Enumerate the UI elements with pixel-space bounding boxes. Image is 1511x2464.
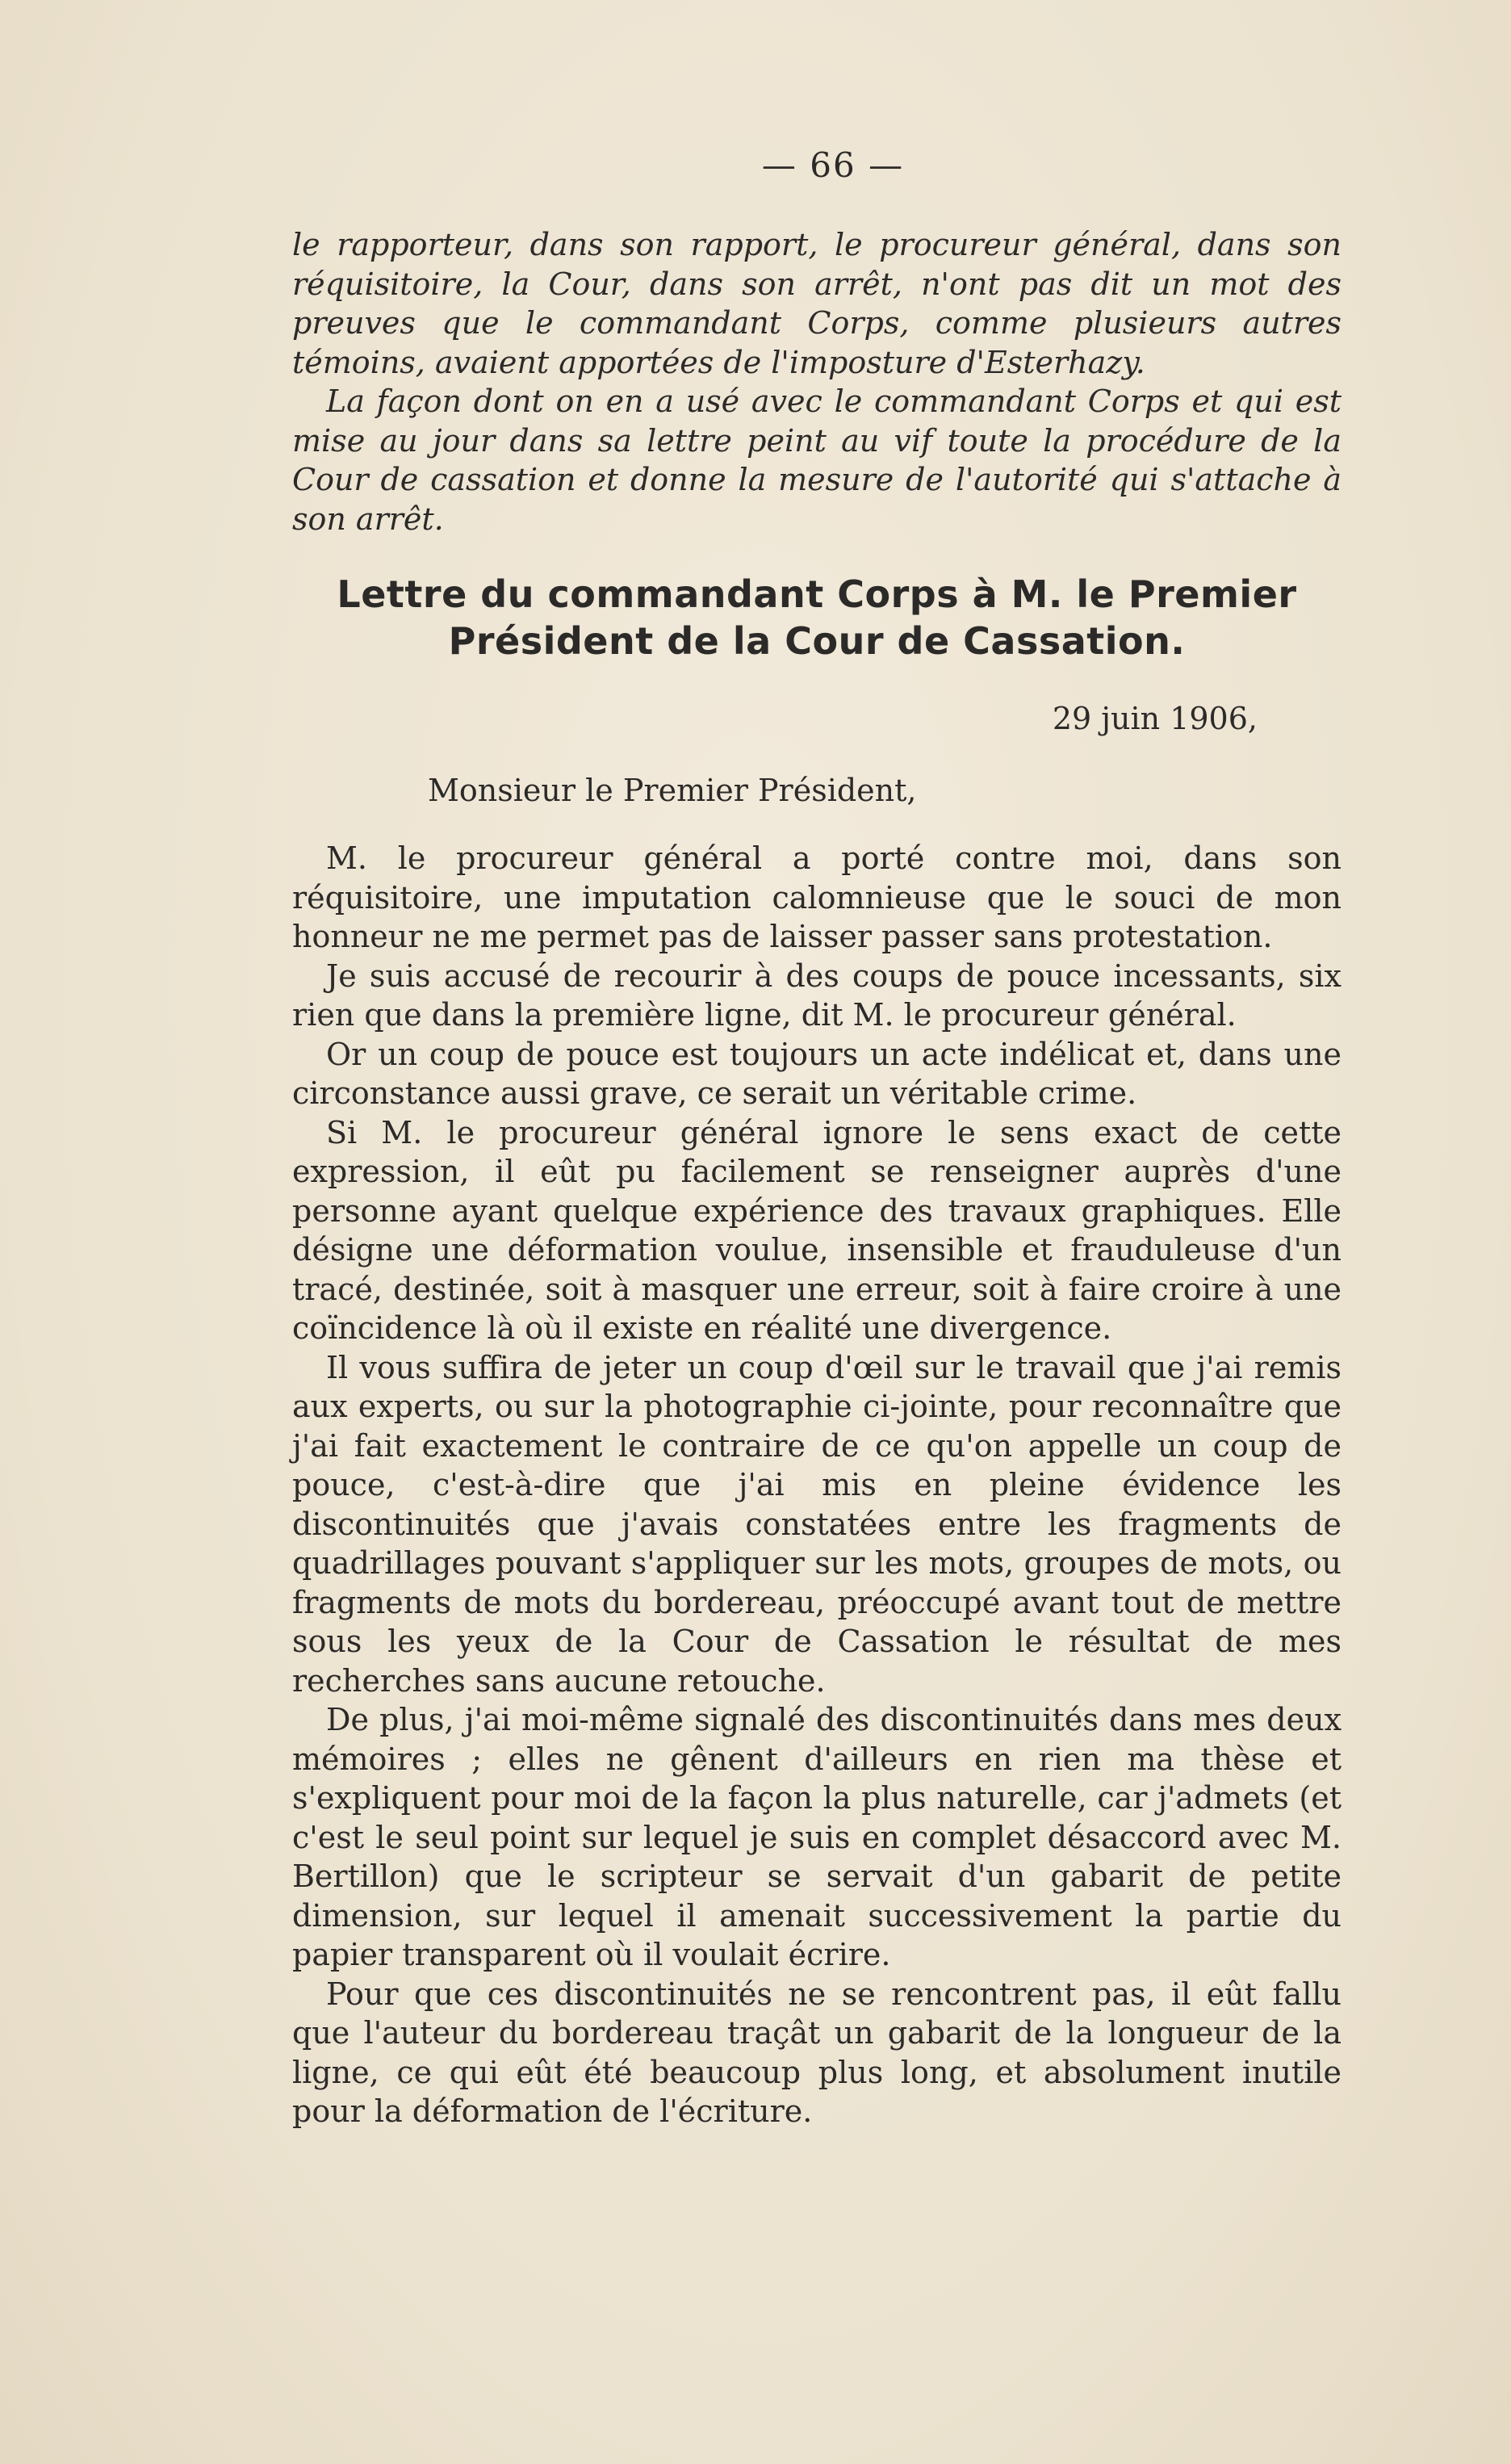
letter-date: 29 juin 1906, [1052, 701, 1258, 736]
page-number: — 66 — [761, 145, 905, 185]
letter-salutation: Monsieur le Premier Président, [428, 773, 917, 808]
letter-paragraph: Or un coup de pouce est toujours un acte indélicat et, dans une circonstance aussi grave, ce serait un véritable crime. [292, 1036, 1341, 1111]
letter-heading-line: Lettre du commandant Corps à M. le Premier [337, 572, 1297, 616]
page-content [292, 145, 1341, 2131]
letter-paragraph: Pour que ces discontinuités ne se rencontrent pas, il eût fallu que l'auteur du bordereau traçât un gabarit de la longueur de la ligne, ce qui eût été beaucoup plus long, et absolument inutile pour la déformation de l'écriture. [292, 1976, 1341, 2129]
letter-paragraph: M. le procureur général a porté contre moi, dans son réquisitoire, une imputation calomnieuse que le souci de mon honneur ne me permet pas de laisser passer sans protestation. [292, 840, 1341, 954]
italic-paragraph: le rapporteur, dans son rapport, le procureur général, dans son réquisitoire, la Cour, dans son arrêt, n'ont pas dit un mot des preuves que le commandant Corps, comme plusieurs autres témoins, avaient apportées de l'imposture d'Esterhazy. [292, 227, 1341, 380]
italic-commentary [292, 225, 1341, 538]
letter-paragraph: Je suis accusé de recourir à des coups de pouce incessants, six rien que dans la première ligne, dit M. le procureur général. [292, 958, 1341, 1033]
letter-paragraph: Il vous suffira de jeter un coup d'œil sur le travail que j'ai remis aux experts, ou sur la photographie ci-jointe, pour reconnaître que j'ai fait exactement le contraire de ce qu'on appelle un coup de pouce, c'est-à-dire que j'ai mis en pleine évidence les discontinuités que j'avais constatées entre les fragments de quadrillages pouvant s'appliquer sur les mots, groupes de mots, ou fragments de mots du bordereau, préoccupé avant tout de mettre sous les yeux de la Cour de Cassation le résultat de mes recherches sans aucune retouche. [292, 1349, 1341, 1699]
letter-paragraph: Si M. le procureur général ignore le sens exact de cette expression, il eût pu facilement se renseigner auprès d'une personne ayant quelque expérience des travaux graphiques. Elle désigne une déformation voulue, insensible et frauduleuse d'un tracé, destinée, soit à masquer une erreur, soit à faire croire à une coïncidence là où il existe en réalité une divergence. [292, 1114, 1341, 1346]
letter-heading [292, 571, 1341, 664]
letter-body [292, 839, 1341, 2131]
letter-paragraph: De plus, j'ai moi-même signalé des discontinuités dans mes deux mémoires ; elles ne gênent d'ailleurs en rien ma thèse et s'expliquent pour moi de la façon la plus naturelle, car j'admets (et c'est le seul point sur lequel je suis en complet désaccord avec M. Bertillon) que le scripteur se servait d'un gabarit de petite dimension, sur lequel il amenait successivement la partie du papier transparent où il voulait écrire. [292, 1702, 1341, 1972]
letter-heading-line: Président de la Cour de Cassation. [448, 619, 1186, 663]
italic-paragraph: La façon dont on en a usé avec le commandant Corps et qui est mise au jour dans sa lettre peint au vif toute la procédure de la Cour de cassation et donne la mesure de l'autorité qui s'attache à son arrêt. [292, 383, 1341, 537]
